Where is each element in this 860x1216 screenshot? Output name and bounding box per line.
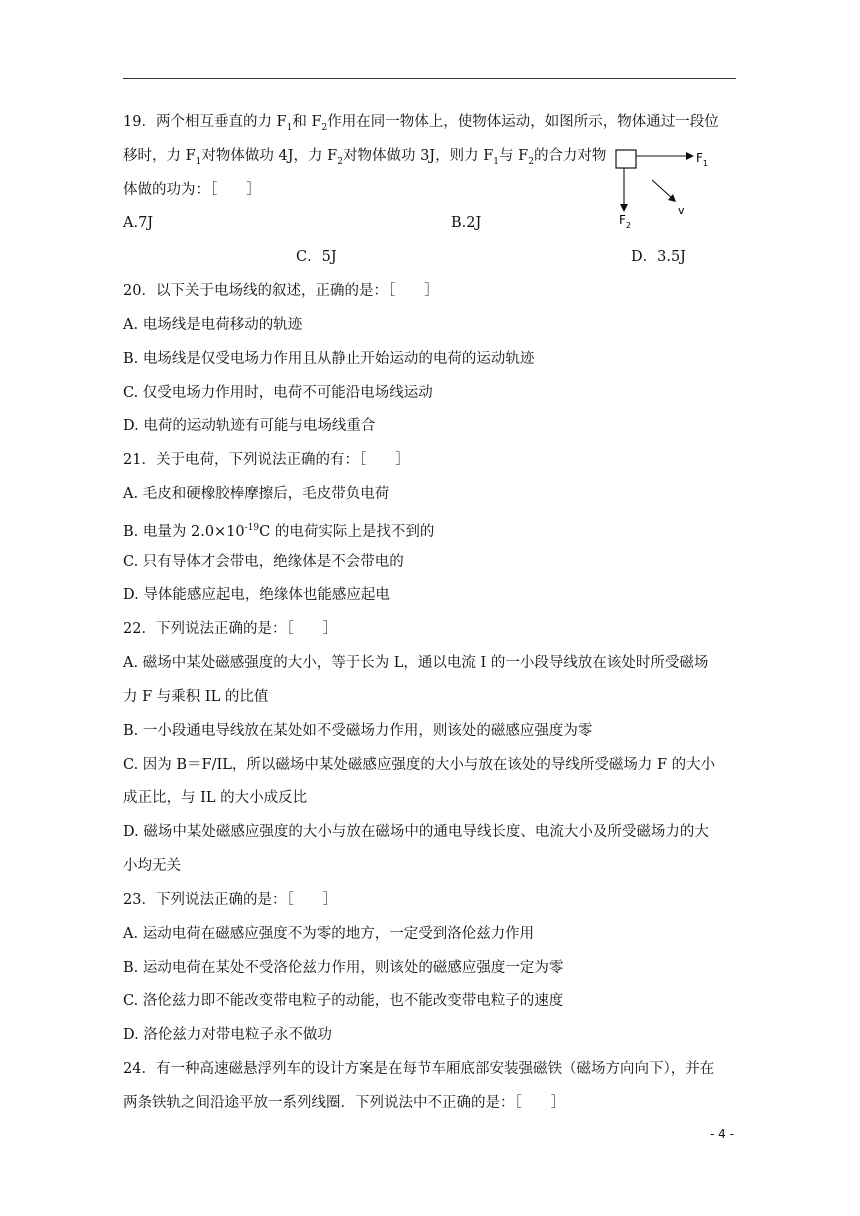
q22-option-d-line1: D. 磁场中某处磁感应强度的大小与放在磁场中的通电导线长度、电流大小及所受磁场力的大	[123, 824, 709, 840]
q23-option-b: B. 运动电荷在某处不受洛伦兹力作用，则该处的磁感应强度一定为零	[123, 960, 564, 976]
f2-label: $F_2$	[619, 213, 631, 230]
v-label: v	[678, 204, 685, 217]
q19-option-b: B.2J	[451, 215, 482, 231]
q19-line-1: 19．两个相互垂直的力 $F_1$和 $F_2$作用在同一物体上，使物体运动，如图所示，物体通过一段位	[123, 114, 719, 133]
q20-option-c: C. 仅受电场力作用时，电荷不可能沿电场线运动	[123, 385, 433, 401]
q21-option-d: D. 导体能感应起电，绝缘体也能感应起电	[123, 587, 390, 603]
q19-line-2: 移时，力 $F_1$对物体做功 4J，力 $F_2$对物体做功 3J，则力 $F_1$与 $F_2$的合力对物	[123, 148, 607, 167]
q19-option-c: C．5J	[296, 249, 337, 265]
q20-option-b: B. 电场线是仅受电场力作用且从静止开始运动的电荷的运动轨迹	[123, 351, 535, 367]
f2-arrowhead	[620, 204, 628, 212]
q22-option-d-line2: 小均无关	[123, 858, 181, 874]
f1-label: $F_1$	[696, 151, 708, 168]
q20-option-a: A. 电场线是电荷移动的轨迹	[123, 317, 303, 333]
q21-stem: 21．关于电荷，下列说法正确的有：［ ］	[123, 452, 410, 468]
q22-option-a-line2: 力 F 与乘积 IL 的比值	[123, 689, 269, 705]
q19-option-a: A.7J	[123, 215, 154, 231]
q23-option-a: A. 运动电荷在磁感应强度不为零的地方，一定受到洛伦兹力作用	[123, 926, 535, 942]
q20-stem: 20．以下关于电场线的叙述，正确的是：［ ］	[123, 283, 439, 299]
q22-option-c-line2: 成正比，与 IL 的大小成反比	[123, 790, 308, 806]
f1-arrowhead	[686, 152, 694, 160]
q22-option-a-line1: A. 磁场中某处磁感强度的大小，等于长为 L，通以电流 I 的一小段导线放在该处时所受磁场	[123, 655, 709, 671]
q23-option-d: D. 洛伦兹力对带电粒子永不做功	[123, 1027, 332, 1043]
v-arrow	[652, 180, 672, 198]
q20-option-d: D. 电荷的运动轨迹有可能与电场线重合	[123, 418, 376, 434]
q23-option-c: C. 洛伦兹力即不能改变带电粒子的动能，也不能改变带电粒子的速度	[123, 993, 564, 1009]
object-box	[616, 150, 636, 168]
q21-option-a: A. 毛皮和硬橡胶棒摩擦后，毛皮带负电荷	[123, 486, 390, 502]
q22-option-b: B. 一小段通电导线放在某处如不受磁场力作用，则该处的磁感应强度为零	[123, 723, 593, 739]
page-number: - 4 -	[710, 1127, 734, 1141]
q21-option-b: B. 电量为 $2.0\times 10^{-19}C$ 的电荷实际上是找不到的	[123, 523, 435, 540]
q21-option-c: C. 只有导体才会带电，绝缘体是不会带电的	[123, 554, 404, 570]
q22-stem: 22．下列说法正确的是：［ ］	[123, 621, 338, 637]
q22-option-c-line1: C. 因为 B＝F/IL，所以磁场中某处磁感应强度的大小与放在该处的导线所受磁场力 F 的大小	[123, 757, 716, 773]
q24-line-2: 两条铁轨之间沿途平放一系列线圈．下列说法中不正确的是：［ ］	[123, 1095, 566, 1111]
q19-option-d: D．3.5J	[631, 249, 686, 265]
header-rule	[123, 78, 736, 79]
q23-stem: 23．下列说法正确的是：［ ］	[123, 892, 338, 908]
q19-line-3: 体做的功为：［ ］	[123, 182, 261, 198]
force-diagram	[608, 142, 718, 232]
q24-line-1: 24．有一种高速磁悬浮列车的设计方案是在每节车厢底部安装强磁铁（磁场方向向下），并在	[123, 1061, 715, 1077]
